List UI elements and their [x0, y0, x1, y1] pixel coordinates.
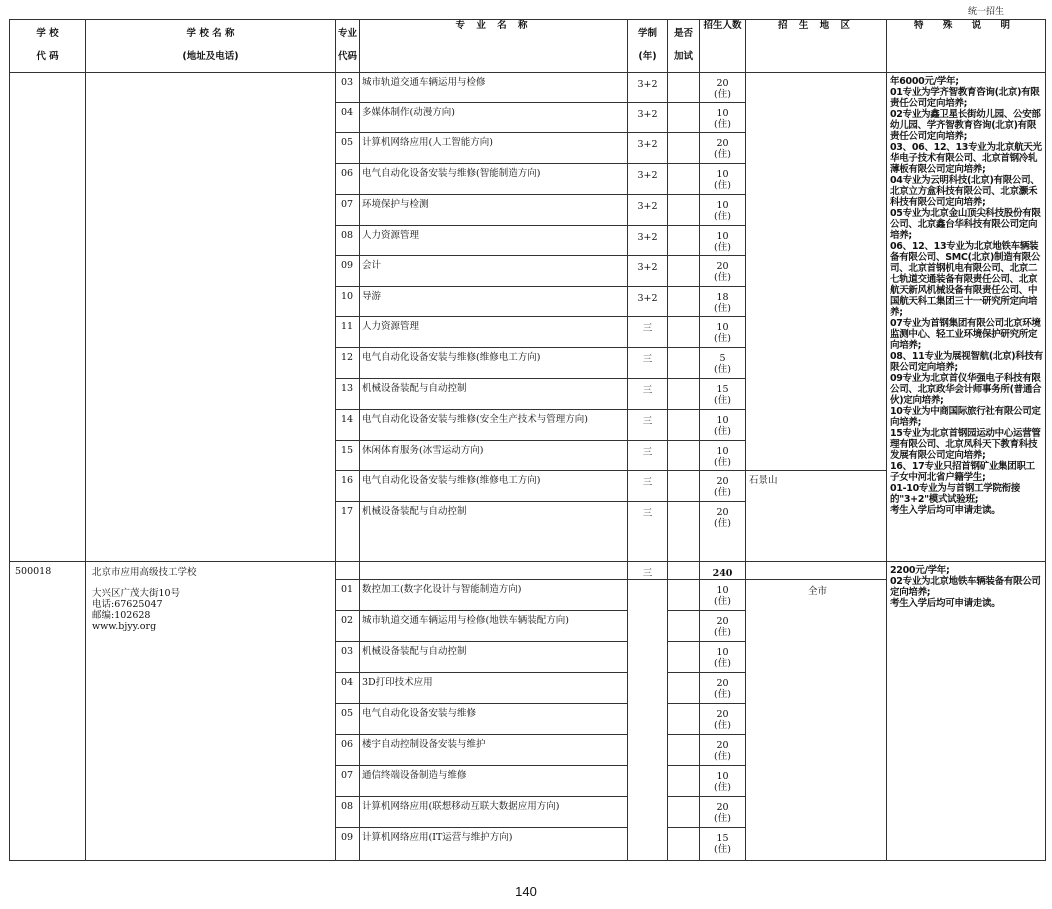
- exam-cell: [668, 379, 700, 410]
- boarding-note: (住): [714, 813, 731, 824]
- enrollment-table: [9, 19, 1046, 861]
- enrollment-cell: [700, 471, 746, 502]
- major-code: 04: [336, 673, 360, 704]
- major-code: 02: [336, 611, 360, 642]
- enrollment-cell: [700, 611, 746, 642]
- duration: [628, 580, 668, 861]
- exam-cell: [668, 287, 700, 317]
- enrollment-cell: [700, 348, 746, 379]
- major-name: 计算机网络应用(IT运营与维护方向): [360, 828, 628, 861]
- major-name: 电气自动化设备安装与维修(维修电工方向): [360, 348, 628, 379]
- major-code: 09: [336, 828, 360, 861]
- table-row: [10, 73, 1046, 103]
- exam-cell: [668, 348, 700, 379]
- major-code: 08: [336, 226, 360, 256]
- enrollment-count: 10: [716, 231, 729, 242]
- enrollment-count: 20: [716, 709, 729, 720]
- duration: 三: [628, 441, 668, 471]
- exam-cell: [668, 133, 700, 164]
- duration: 三: [628, 502, 668, 562]
- enrollment-cell: [700, 195, 746, 226]
- enrollment-count: 10: [716, 446, 729, 457]
- enrollment-cell: [700, 580, 746, 611]
- exam-cell: [668, 735, 700, 766]
- major-code: 06: [336, 164, 360, 195]
- header-major-name: 专 业 名 称: [360, 20, 628, 73]
- major-name: 人力资源管理: [360, 317, 628, 348]
- major-code: 04: [336, 103, 360, 133]
- major-name: 导游: [360, 287, 628, 317]
- boarding-note: (住): [714, 487, 731, 498]
- exam-cell: [668, 471, 700, 502]
- school-summary-row: [10, 562, 1046, 580]
- header-exam: 是否 加试: [668, 20, 700, 73]
- exam-cell: [668, 580, 700, 611]
- exam-cell: [668, 73, 700, 103]
- exam-cell: [668, 164, 700, 195]
- exam-cell: [668, 797, 700, 828]
- header-region: 招 生 地 区: [746, 20, 887, 73]
- enrollment-count: 20: [716, 616, 729, 627]
- duration: 3+2: [628, 256, 668, 287]
- exam-cell: [668, 103, 700, 133]
- major-code: 17: [336, 502, 360, 562]
- major-name: 电气自动化设备安装与维修(智能制造方向): [360, 164, 628, 195]
- boarding-note: (住): [714, 751, 731, 762]
- major-code: 08: [336, 797, 360, 828]
- exam-cell: [668, 642, 700, 673]
- boarding-note: (住): [714, 364, 731, 375]
- region-cell: [746, 562, 887, 580]
- enrollment-count: 18: [716, 292, 729, 303]
- major-code: 15: [336, 441, 360, 471]
- category-label: 统一招生: [968, 7, 1005, 17]
- major-name: [360, 562, 628, 580]
- exam-cell: [668, 502, 700, 562]
- enrollment-cell: [700, 133, 746, 164]
- exam-cell: [668, 226, 700, 256]
- enrollment-cell: [700, 379, 746, 410]
- duration: 3+2: [628, 164, 668, 195]
- enrollment-count: 10: [716, 585, 729, 596]
- boarding-note: (住): [714, 658, 731, 669]
- exam-cell: [668, 317, 700, 348]
- enrollment-count: 10: [716, 108, 729, 119]
- major-name: 通信终端设备制造与维修: [360, 766, 628, 797]
- exam-cell: [668, 256, 700, 287]
- major-name: 机械设备装配与自动控制: [360, 502, 628, 562]
- enrollment-cell: [700, 73, 746, 103]
- boarding-note: (住): [714, 242, 731, 253]
- header-notes: 特 殊 说 明: [887, 20, 1046, 73]
- major-name: 数控加工(数字化设计与智能制造方向): [360, 580, 628, 611]
- exam-cell: [668, 704, 700, 735]
- major-name: 会计: [360, 256, 628, 287]
- major-code: 12: [336, 348, 360, 379]
- header-school-code: 学 校 代 码: [10, 20, 86, 73]
- enrollment-cell: [700, 410, 746, 441]
- boarding-note: (住): [714, 518, 731, 529]
- enrollment-cell: [700, 704, 746, 735]
- enrollment-count: 20: [716, 740, 729, 751]
- school-info: [86, 562, 336, 861]
- enrollment-count: 10: [716, 415, 729, 426]
- major-name: 城市轨道交通车辆运用与检修: [360, 73, 628, 103]
- region-cell: 石景山: [746, 471, 887, 562]
- enrollment-cell: [700, 502, 746, 562]
- enrollment-count: 20: [716, 261, 729, 272]
- duration: 三: [628, 317, 668, 348]
- boarding-note: (住): [714, 333, 731, 344]
- exam-cell: [668, 195, 700, 226]
- boarding-note: (住): [714, 844, 731, 855]
- enrollment-count: 20: [716, 476, 729, 487]
- major-code: 06: [336, 735, 360, 766]
- enrollment-count: 20: [716, 507, 729, 518]
- duration: 3+2: [628, 133, 668, 164]
- major-name: 休闲体育服务(冰雪运动方向): [360, 441, 628, 471]
- enrollment-count: 5: [719, 353, 726, 364]
- enrollment-count: 10: [716, 322, 729, 333]
- exam-cell: [668, 441, 700, 471]
- major-code: [336, 562, 360, 580]
- enrollment-count: 15: [716, 384, 729, 395]
- boarding-note: (住): [714, 596, 731, 607]
- school-postcode: 邮编:102628: [92, 610, 151, 621]
- header-duration: 学制 (年): [628, 20, 668, 73]
- exam-cell: [668, 410, 700, 441]
- duration: 3+2: [628, 103, 668, 133]
- enrollment-cell: [700, 317, 746, 348]
- exam-cell: [668, 828, 700, 861]
- enrollment-cell: [700, 226, 746, 256]
- major-code: 09: [336, 256, 360, 287]
- duration: 3+2: [628, 226, 668, 256]
- major-name: 计算机网络应用(人工智能方向): [360, 133, 628, 164]
- table-header-row: [10, 20, 1046, 73]
- major-code: 03: [336, 73, 360, 103]
- header-school-name: 学 校 名 称 (地址及电话): [86, 20, 336, 73]
- boarding-note: (住): [714, 180, 731, 191]
- boarding-note: (住): [714, 89, 731, 100]
- enrollment-count: 10: [716, 647, 729, 658]
- school-website: www.bjyy.org: [92, 621, 157, 632]
- enrollment-count: 20: [716, 678, 729, 689]
- major-name: 电气自动化设备安装与维修(安全生产技术与管理方向): [360, 410, 628, 441]
- enrollment-cell: [700, 441, 746, 471]
- duration: 三: [628, 348, 668, 379]
- enrollment-cell: [700, 673, 746, 704]
- major-name: 3D打印技术应用: [360, 673, 628, 704]
- header-enrollment: 招生人数: [700, 20, 746, 73]
- page-number: 140: [515, 884, 537, 899]
- enrollment-cell: [700, 164, 746, 195]
- major-name: 人力资源管理: [360, 226, 628, 256]
- major-code: 13: [336, 379, 360, 410]
- boarding-note: (住): [714, 303, 731, 314]
- enrollment-cell: [700, 828, 746, 861]
- enrollment-count: 10: [716, 169, 729, 180]
- major-code: 16: [336, 471, 360, 502]
- enrollment-cell: [700, 735, 746, 766]
- boarding-note: (住): [714, 211, 731, 222]
- school-code-cell: [10, 73, 86, 562]
- enrollment-count: 20: [716, 802, 729, 813]
- major-code: 11: [336, 317, 360, 348]
- boarding-note: (住): [714, 689, 731, 700]
- major-name: 多媒体制作(动漫方向): [360, 103, 628, 133]
- major-code: 07: [336, 766, 360, 797]
- major-code: 14: [336, 410, 360, 441]
- major-name: 机械设备装配与自动控制: [360, 642, 628, 673]
- enrollment-cell: [700, 797, 746, 828]
- special-notes: 2200元/学年; 02专业为北京地铁车辆装备有限公司定向培养; 考生入学后均可申请走读。: [887, 562, 1046, 861]
- enrollment-total: 240: [700, 562, 746, 580]
- header-major-code: 专业 代码: [336, 20, 360, 73]
- boarding-note: (住): [714, 119, 731, 130]
- boarding-note: (住): [714, 272, 731, 283]
- major-code: 05: [336, 704, 360, 735]
- exam-cell: [668, 562, 700, 580]
- major-name: 电气自动化设备安装与维修: [360, 704, 628, 735]
- special-notes: 年6000元/学年; 01专业为学齐智教育咨询(北京)有限责任公司定向培养; 02专业为鑫卫星长街幼儿园、公安部幼儿园、学齐智教育咨询(北京)有限责任公司定向培养; 03、06、12、13专业为北京航天光华电子技术有限公司、北京首钢冷轧薄板有限公司定向培养; 04专业为云明科技(北京)有限公司、北京立方盒科技有限公司、北京灏禾科技有限公司定向培养; 05专业为北京金山顶尖科技股份有限公司、北京鑫台华科技有限公司定向培养; 06、12、13专业为北京地铁车辆装备有限公司、SMC(北京)制造有限公司、北京首钢机电有限公司、北京二七轨道交通装备有限责任公司、北京航天新风机械设备有限责任公司、中国航天科工集团三十一研究所定向培养; 07专业为首钢集团有限公司北京环境监测中心、轻工业环境保护研究所定向培养; 08、11专业为展视智航(北京)科技有限公司定向培养; 09专业为北京首仪华强电子科技有限公司、北京政华会计师事务所(普通合伙)定向培养; 10专业为中商国际旅行社有限公司定向培养; 15专业为北京首钢园运动中心运营管理有限公司、北京凤科天下教育科技发展有限公司定向培养; 16、17专业只招首钢矿业集团职工子女中河北省户籍学生; 01-10专业为与首钢工学院衔接的"3+2"模式试验班; 考生入学后均可申请走读。: [887, 73, 1046, 562]
- region-cell: [746, 73, 887, 471]
- exam-cell: [668, 673, 700, 704]
- major-code: 01: [336, 580, 360, 611]
- major-name: 环境保护与检测: [360, 195, 628, 226]
- duration: 3+2: [628, 73, 668, 103]
- major-name: 楼宇自动控制设备安装与维护: [360, 735, 628, 766]
- enrollment-count: 15: [716, 833, 729, 844]
- major-name: 机械设备装配与自动控制: [360, 379, 628, 410]
- duration: 3+2: [628, 195, 668, 226]
- school-code: 500018: [10, 562, 86, 861]
- school-address: 大兴区广茂大街10号: [92, 588, 181, 599]
- enrollment-cell: [700, 766, 746, 797]
- duration: 三: [628, 471, 668, 502]
- major-code: 10: [336, 287, 360, 317]
- region-cell: 全市: [746, 580, 887, 861]
- boarding-note: (住): [714, 395, 731, 406]
- duration: 三: [628, 410, 668, 441]
- major-name: 城市轨道交通车辆运用与检修(地铁车辆装配方向): [360, 611, 628, 642]
- exam-cell: [668, 611, 700, 642]
- school-name-cell: [86, 73, 336, 562]
- school-phone: 电话:67625047: [92, 599, 163, 610]
- boarding-note: (住): [714, 627, 731, 638]
- duration: 3+2: [628, 287, 668, 317]
- enrollment-count: 10: [716, 200, 729, 211]
- duration: 三: [628, 379, 668, 410]
- boarding-note: (住): [714, 782, 731, 793]
- enrollment-cell: [700, 642, 746, 673]
- enrollment-cell: [700, 256, 746, 287]
- enrollment-cell: [700, 103, 746, 133]
- enrollment-count: 20: [716, 78, 729, 89]
- school-name: 北京市应用高级技工学校: [92, 567, 197, 578]
- exam-cell: [668, 766, 700, 797]
- boarding-note: (住): [714, 149, 731, 160]
- duration: 三: [628, 562, 668, 580]
- boarding-note: (住): [714, 457, 731, 468]
- enrollment-count: 20: [716, 138, 729, 149]
- major-code: 07: [336, 195, 360, 226]
- major-name: 电气自动化设备安装与维修(维修电工方向): [360, 471, 628, 502]
- major-name: 计算机网络应用(联想移动互联大数据应用方向): [360, 797, 628, 828]
- major-code: 03: [336, 642, 360, 673]
- boarding-note: (住): [714, 426, 731, 437]
- enrollment-count: 10: [716, 771, 729, 782]
- major-code: 05: [336, 133, 360, 164]
- enrollment-cell: [700, 287, 746, 317]
- boarding-note: (住): [714, 720, 731, 731]
